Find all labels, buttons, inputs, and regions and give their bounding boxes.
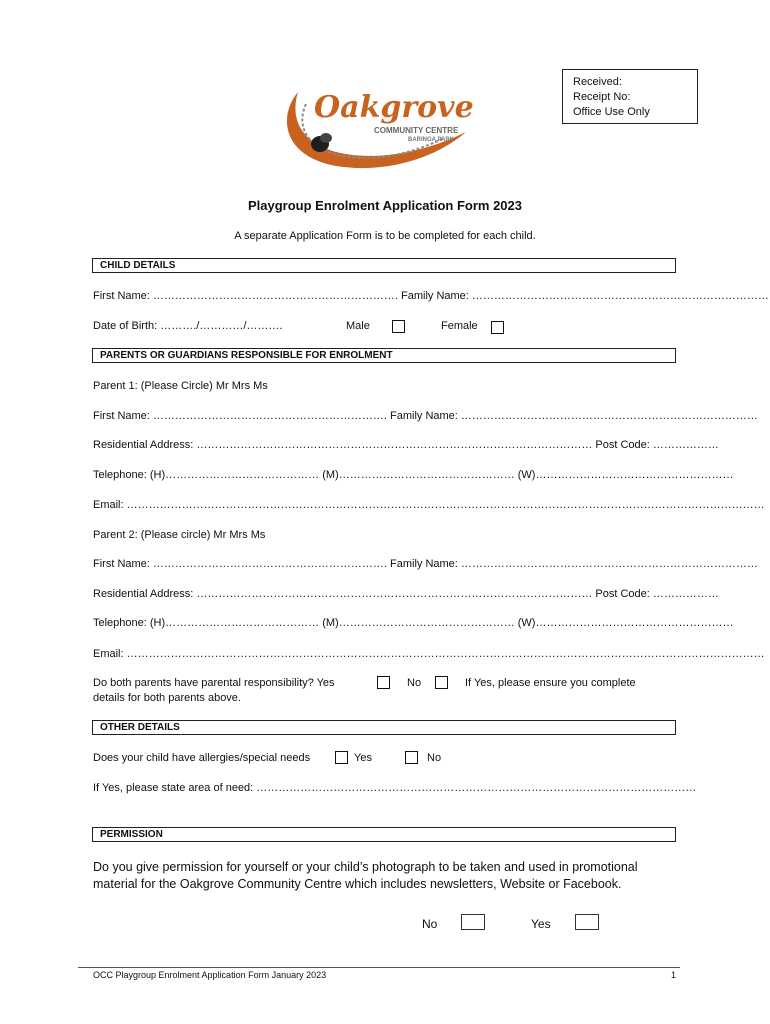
logo-name: Oakgrove [314,90,474,125]
responsibility-yes-checkbox[interactable] [377,676,390,689]
footer-divider [78,967,680,968]
female-label: Female [441,320,478,332]
male-checkbox[interactable] [392,320,405,333]
oakgrove-logo [276,86,496,174]
parent1-title: Parent 1: (Please Circle) Mr Mrs Ms [93,380,268,392]
parent2-email-line[interactable]: Email: ………………………………………………………………………………………………………………………………………………………… [93,648,765,660]
other-details-header: OTHER DETAILS [92,720,676,735]
parent2-title: Parent 2: (Please circle) Mr Mrs Ms [93,529,266,541]
permission-no-label: No [422,917,438,931]
male-label: Male [346,320,370,332]
parent2-name-line[interactable]: First Name: ………………………………………………………. Family Name: ……………………………………………………………………… [93,558,758,570]
allergy-no-label: No [427,752,442,764]
permission-header: PERMISSION [92,827,676,842]
responsibility-no-label: No [407,677,422,689]
allergy-yes-checkbox[interactable] [335,751,348,764]
dob-line[interactable]: Date of Birth: ………./…………/………. [93,320,283,332]
responsibility-no-checkbox[interactable] [435,676,448,689]
footer-text: OCC Playgroup Enrolment Application Form January 2023 [93,970,327,980]
parent1-email-line[interactable]: Email: ………………………………………………………………………………………………………………………………………………………… [93,499,765,511]
allergy-yes-label: Yes [354,752,372,764]
female-checkbox[interactable] [491,321,504,334]
permission-yes-checkbox[interactable] [575,914,599,930]
page-number: 1 [671,970,677,980]
responsibility-note-cont: details for both parents above. [93,692,241,704]
logo-line1: COMMUNITY CENTRE [374,126,459,135]
permission-no-checkbox[interactable] [461,914,485,930]
received-label: Received: [573,76,622,88]
receipt-no-label: Receipt No: [573,91,631,103]
child-details-header: CHILD DETAILS [92,258,676,273]
responsibility-note: If Yes, please ensure you complete [465,677,636,689]
responsibility-question: Do both parents have parental responsibility? Yes [93,677,335,689]
parent1-address-line[interactable]: Residential Address: ……………………………………………………………………………………………… Post Code: ……………… [93,439,719,451]
office-use-label: Office Use Only [573,106,650,118]
page-title: Playgroup Enrolment Application Form 2023 [247,198,522,213]
logo-line2: BARINGA PARK [408,137,454,143]
parent2-address-line[interactable]: Residential Address: ……………………………………………………………………………………………… Post Code: ……………… [93,588,719,600]
child-name-line[interactable]: First Name: …………………………………………………………. Family Name: ……………………………………………………………………… [93,290,769,302]
parent1-name-line[interactable]: First Name: ………………………………………………………. Family Name: ……………………………………………………………………… [93,410,758,422]
parent1-phone-line[interactable]: Telephone: (H)…………………………………… (M)………………………………………… (W)……………………………………………… [93,469,734,481]
page-subtitle: A separate Application Form is to be completed for each child. [234,230,536,242]
permission-text: Do you give permission for yourself or your child’s photograph to be taken and used in promotional material for the Oakgrove Community Centre which includes newsletters, Website or Facebook. [93,860,638,891]
allergy-no-checkbox[interactable] [405,751,418,764]
office-use-box [562,69,698,124]
allergy-question: Does your child have allergies/special needs [93,752,311,764]
parent2-phone-line[interactable]: Telephone: (H)…………………………………… (M)………………………………………… (W)……………………………………………… [93,617,734,629]
need-line[interactable]: If Yes, please state area of need: ………………………………………………………………………………………………………… [93,782,697,794]
permission-yes-label: Yes [531,917,551,931]
parents-header: PARENTS OR GUARDIANS RESPONSIBLE FOR ENROLMENT [92,348,676,363]
